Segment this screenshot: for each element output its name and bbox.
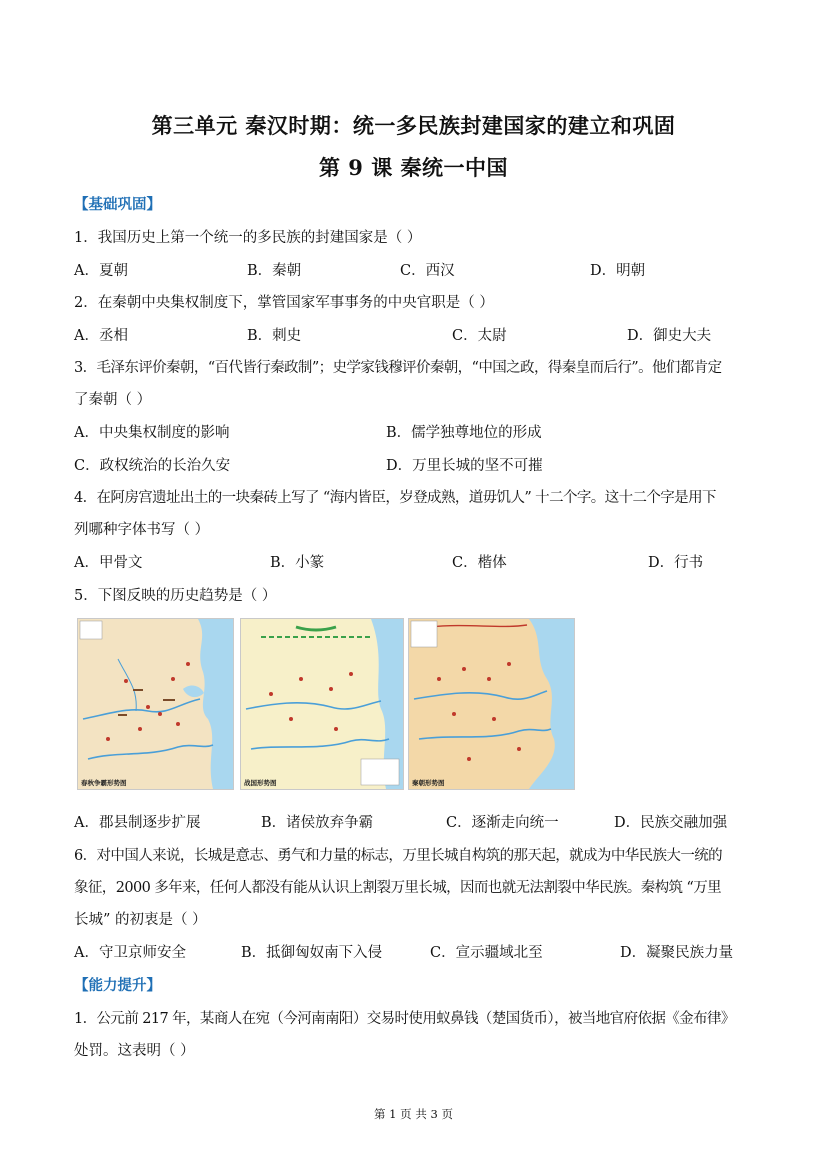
q3-option-a[interactable]: A．中央集权制度的影响 xyxy=(74,425,230,441)
map-zhanguo xyxy=(240,618,404,790)
map-chunqiu xyxy=(77,618,234,790)
q6-option-c[interactable]: C．宣示疆域北至 xyxy=(430,945,543,961)
question-4: 4．在阿房宫遗址出土的一块秦砖上写了 “海内皆臣，岁登成熟，道毋饥人” 十二个字。这十二个字是用下 xyxy=(74,490,716,506)
q2-option-b[interactable]: B．刺史 xyxy=(247,328,302,344)
q6-option-b[interactable]: B．抵御匈奴南下入侵 xyxy=(241,945,383,961)
q1-option-b[interactable]: B．秦朝 xyxy=(247,263,302,279)
question-6: 6．对中国人来说，长城是意志、勇气和力量的标志，万里长城自构筑的那天起，就成为中华民族大一统的 xyxy=(74,848,723,864)
q5-option-b[interactable]: B．诸侯放弃争霸 xyxy=(261,815,374,831)
map-caption-chunqiu: 春秋争霸形势图 xyxy=(81,779,127,787)
lesson-title: 第 9 课 秦统一中国 xyxy=(318,155,509,180)
q3-option-c[interactable]: C．政权统治的长治久安 xyxy=(74,458,231,474)
page-footer: 第 1 页 共 3 页 xyxy=(374,1107,453,1121)
map-caption-zhanguo: 战国形势图 xyxy=(244,779,277,787)
q4-option-c[interactable]: C．楷体 xyxy=(452,555,507,571)
question-2: 2．在秦朝中央集权制度下，掌管国家军事事务的中央官职是（ ） xyxy=(74,295,494,311)
q3-option-d[interactable]: D．万里长城的坚不可摧 xyxy=(386,458,543,474)
section-basic: 【基础巩固】 xyxy=(74,196,161,213)
q6-option-a[interactable]: A．守卫京师安全 xyxy=(74,945,186,961)
q1-option-a[interactable]: A．夏朝 xyxy=(74,263,128,279)
q2-option-a[interactable]: A．丞相 xyxy=(74,328,128,344)
q6-option-d[interactable]: D．凝聚民族力量 xyxy=(620,945,734,961)
question-1: 1．我国历史上第一个统一的多民族的封建国家是（ ） xyxy=(74,230,422,246)
map-qin-drawing xyxy=(409,619,574,789)
q1-option-d[interactable]: D．明朝 xyxy=(590,263,646,279)
map-chunqiu-drawing xyxy=(78,619,233,789)
q3-option-b[interactable]: B．儒学独尊地位的形成 xyxy=(386,425,542,441)
map-zhanguo-drawing xyxy=(241,619,403,789)
q4-option-a[interactable]: A．甲骨文 xyxy=(74,555,143,571)
map-qin xyxy=(408,618,575,790)
question-3-cont: 了秦朝（ ） xyxy=(74,392,152,408)
q5-option-c[interactable]: C．逐渐走向统一 xyxy=(446,815,559,831)
section-advanced: 【能力提升】 xyxy=(74,977,161,994)
advanced-question-1-cont: 处罚。这表明（ ） xyxy=(74,1043,195,1059)
question-6-cont: 象征，2000 多年来，任何人都没有能从认识上割裂万里长城，因而也就无法割裂中华民族。秦构筑 “万里 xyxy=(74,880,722,896)
q5-option-a[interactable]: A．郡县制逐步扩展 xyxy=(74,815,201,831)
q5-option-d[interactable]: D．民族交融加强 xyxy=(614,815,728,831)
question-3: 3．毛泽东评价秦朝，“百代皆行秦政制”；史学家钱穆评价秦朝，“中国之政，得秦皇而后行”。他们都肯定 xyxy=(74,360,722,376)
q4-option-b[interactable]: B．小篆 xyxy=(270,555,325,571)
map-caption-qin: 秦朝形势图 xyxy=(412,779,445,787)
unit-title: 第三单元 秦汉时期：统一多民族封建国家的建立和巩固 xyxy=(151,113,676,138)
q1-option-c[interactable]: C．西汉 xyxy=(400,263,455,279)
q2-option-c[interactable]: C．太尉 xyxy=(452,328,507,344)
q2-option-d[interactable]: D．御史大夫 xyxy=(627,328,712,344)
question-5: 5．下图反映的历史趋势是（ ） xyxy=(74,588,277,604)
advanced-question-1: 1．公元前 217 年，某商人在宛（今河南南阳）交易时使用蚁鼻钱（楚国货币），被当地官府依据《金布律》 xyxy=(74,1011,735,1027)
q4-option-d[interactable]: D．行书 xyxy=(648,555,704,571)
question-6-cont2: 长城” 的初衷是（ ） xyxy=(74,912,207,928)
question-4-cont: 列哪种字体书写（ ） xyxy=(74,522,210,538)
